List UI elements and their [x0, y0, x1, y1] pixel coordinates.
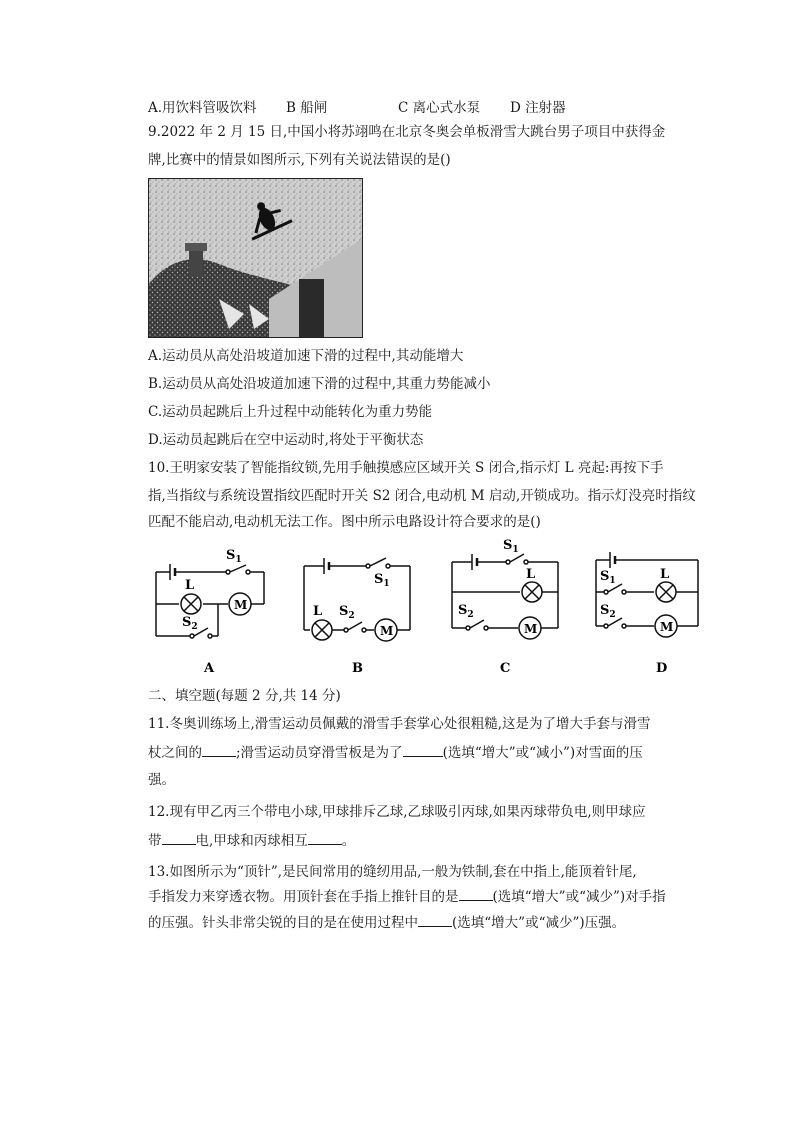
q11-blank-2[interactable] — [403, 742, 443, 757]
q12-text-part1: 带 — [148, 833, 162, 849]
circuit-c-lamp-label: L — [526, 567, 536, 582]
q12-line2 — [148, 830, 355, 851]
circuit-a — [156, 564, 264, 638]
circuit-b-label: B — [352, 661, 363, 676]
circuit-d-motor-label: M — [660, 620, 674, 634]
q9-stem-line2: 牌,比赛中的情景如图所示,下列有关说法错误的是() — [148, 152, 451, 168]
q13-text-part2: (选填“增大”或“减少”)对手指 — [492, 889, 666, 905]
q9-option-a: A.运动员从高处沿坡道加速下滑的过程中,其动能增大 — [148, 348, 464, 364]
circuit-b-s2-label: $S_2$ — [339, 604, 355, 621]
ski-jump-photo — [148, 178, 363, 338]
q9-option-c: C.运动员起跳后上升过程中动能转化为重力势能 — [148, 404, 433, 420]
circuit-c-s1-label: $S_1$ — [503, 538, 519, 555]
q11-text-part2: ;滑雪运动员穿滑雪板是为了 — [236, 745, 403, 761]
circuit-a-lamp-label: L — [185, 578, 195, 593]
q12-text-part3: 。 — [341, 833, 356, 849]
q13-text-part3: 的压强。针头非常尖锐的目的是在使用过程中 — [148, 915, 418, 931]
q10-stem-line1: 10.王明家安装了智能指纹锁,先用手触摸感应区域开关 S 闭合,指示灯 L 亮起:再按下手 — [148, 460, 664, 476]
q11-text-part3: (选填“增大”或“减小”)对雪面的压 — [442, 745, 643, 761]
circuit-diagrams — [148, 538, 708, 678]
circuit-d-s1-label: $S_1$ — [600, 569, 616, 586]
circuit-c — [452, 554, 558, 639]
circuit-b-lamp-label: L — [313, 604, 323, 619]
q12-line1: 12.现有甲乙丙三个带电小球,甲球排斥乙球,乙球吸引丙球,如果丙球带负电,则甲球应 — [148, 804, 646, 820]
circuit-c-label: C — [500, 661, 511, 676]
q13-line1: 13.如图所示为“顶针”,是民间常用的缝纫用品,一般为铁制,套在中指上,能顶着针尾, — [148, 864, 637, 880]
circuit-d-label: D — [656, 661, 668, 676]
circuit-a-s2-label: $S_2$ — [182, 615, 198, 632]
q13-blank-2[interactable] — [418, 912, 452, 927]
q13-text-part1: 手指发力来穿透衣物。用顶针套在手指上推针目的是 — [148, 889, 459, 905]
q9-stem-line1: 9.2022 年 2 月 15 日,中国小将苏翊鸣在北京冬奥会单板滑雪大跳台男子项目中获得金 — [148, 124, 666, 140]
q8-option-a: A.用饮料管吸饮料 — [148, 100, 257, 116]
q9-option-d: D.运动员起跳后在空中运动时,将处于平衡状态 — [148, 432, 424, 448]
circuit-d-s2-label: $S_2$ — [600, 603, 616, 620]
q11-line3: 强。 — [148, 772, 175, 788]
circuit-d — [596, 552, 698, 637]
q8-option-c: C 离心式水泵 — [398, 100, 481, 116]
q12-text-part2: 电,甲球和丙球相互 — [195, 833, 308, 849]
q12-blank-1[interactable] — [162, 830, 196, 845]
q8-option-d: D 注射器 — [510, 100, 566, 116]
q11-blank-1[interactable] — [202, 742, 236, 757]
circuit-b — [304, 558, 410, 641]
q8-option-b: B 船闸 — [286, 100, 328, 116]
circuit-c-s2-label: $S_2$ — [458, 603, 474, 620]
circuit-a-s1-label: $S_1$ — [226, 548, 242, 565]
q13-text-part4: (选填“增大”或“减少”)压强。 — [452, 915, 626, 931]
circuit-a-motor-label: M — [234, 598, 248, 612]
circuit-d-lamp-label: L — [660, 567, 670, 582]
q11-text-part1: 杖之间的 — [148, 745, 202, 761]
circuit-a-label: A — [204, 661, 215, 676]
q13-line2 — [148, 886, 666, 907]
q11-line2 — [148, 742, 643, 763]
q12-blank-2[interactable] — [308, 830, 342, 845]
q13-line3 — [148, 912, 625, 933]
q10-stem-line2: 指,当指纹与系统设置指纹匹配时开关 S2 闭合,电动机 M 启动,开锁成功。指示灯没亮时指纹 — [148, 488, 696, 504]
q13-blank-1[interactable] — [459, 886, 493, 901]
circuit-b-motor-label: M — [380, 624, 394, 638]
q10-stem-line3: 匹配不能启动,电动机无法工作。图中所示电路设计符合要求的是() — [148, 514, 541, 530]
section-title: 二、填空题(每题 2 分,共 14 分) — [148, 688, 341, 704]
circuit-c-motor-label: M — [524, 622, 538, 636]
circuit-b-s1-label: $S_1$ — [374, 572, 390, 589]
q11-line1: 11.冬奥训练场上,滑雪运动员佩戴的滑雪手套掌心处很粗糙,这是为了增大手套与滑雪 — [148, 716, 651, 732]
q9-option-b: B.运动员从高处沿坡道加速下滑的过程中,其重力势能减小 — [148, 376, 491, 392]
